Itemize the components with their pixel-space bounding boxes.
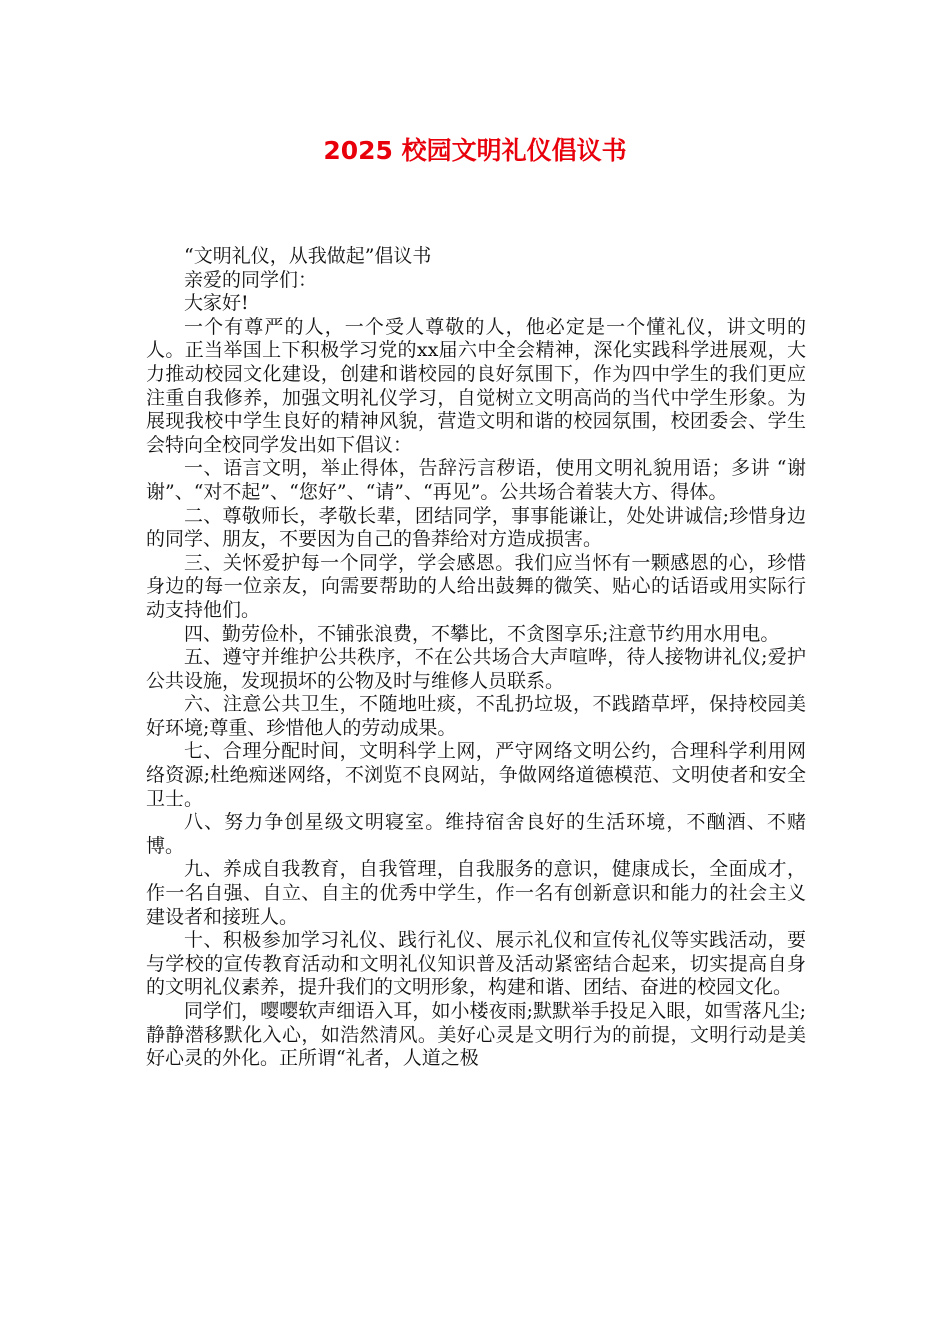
proposal-item-6: 六、注意公共卫生，不随地吐痰，不乱扔垃圾，不践踏草坪，保持校园美好环境;尊重、珍惜他人的劳动成果。	[146, 693, 806, 739]
proposal-item-9: 九、养成自我教育，自我管理，自我服务的意识，健康成长，全面成才，作一名自强、自立、自主的优秀中学生，作一名有创新意识和能力的社会主义建设者和接班人。	[146, 858, 806, 928]
salutation: 亲爱的同学们：	[184, 268, 318, 291]
proposal-item-10: 十、积极参加学习礼仪、践行礼仪、展示礼仪和宣传礼仪等实践活动，要与学校的宣传教育活动和文明礼仪知识普及活动紧密结合起来，切实提高自身的文明礼仪素养，提升我们的文明形象，构建和谐、团结、奋进的校园文化。	[146, 929, 806, 999]
proposal-item-2: 二、尊敬师长，孝敬长辈，团结同学，事事能谦让，处处讲诚信;珍惜身边的同学、朋友，不要因为自己的鲁莽给对方造成损害。	[146, 504, 806, 551]
proposal-item-1: 一、语言文明，举止得体，告辞污言秽语，使用文明礼貌用语；多讲 “谢谢”、“对不起”、“您好”、“请”、“再见”。公共场合着装大方、得体。	[146, 457, 806, 503]
proposal-item-8: 八、努力争创星级文明寝室。维持宿舍良好的生活环境，不酗酒、不赌博。	[146, 811, 806, 857]
greeting: 大家好!	[184, 292, 249, 315]
document-body	[146, 245, 806, 1071]
proposal-item-5: 五、遵守并维护公共秩序，不在公共场合大声喧哗，待人接物讲礼仪;爱护公共设施，发现损坏的公物及时与维修人员联系。	[146, 646, 806, 692]
proposal-item-3: 三、关怀爱护每一个同学，学会感恩。我们应当怀有一颗感恩的心，珍惜身边的每一位亲友，向需要帮助的人给出鼓舞的微笑、贴心的话语或用实际行动支持他们。	[146, 551, 806, 621]
intro-paragraph: 一个有尊严的人，一个受人尊敬的人，他必定是一个懂礼仪，讲文明的人。正当举国上下积极学习党的xx届六中全会精神，深化实践科学进展观，大力推动校园文化建设，创建和谐校园的良好氛围下，作为四中学生的我们更应注重自我修养，加强文明礼仪学习，自觉树立文明高尚的当代中学生形象。为展现我校中学生良好的精神风貌，营造文明和谐的校园氛围，校团委会、学生会特向全校同学发出如下倡议：	[146, 315, 806, 456]
proposal-item-4: 四、勤劳俭朴，不铺张浪费，不攀比，不贪图享乐;注意节约用水用电。	[184, 622, 780, 645]
closing-paragraph: 同学们，嘤嘤软声细语入耳，如小楼夜雨;默默举手投足入眼，如雪落凡尘;静静潜移默化入心，如浩然清风。美好心灵是文明行为的前提，文明行动是美好心灵的外化。正所谓“礼者，人道之极	[146, 1000, 806, 1070]
proposal-heading: “文明礼仪，从我做起”倡议书	[184, 245, 432, 267]
document-title: 2025 校园文明礼仪倡议书	[323, 136, 627, 165]
proposal-item-7: 七、合理分配时间，文明科学上网，严守网络文明公约，合理科学利用网络资源;杜绝痴迷网络，不浏览不良网站，争做网络道德模范、文明使者和安全卫士。	[146, 740, 806, 810]
